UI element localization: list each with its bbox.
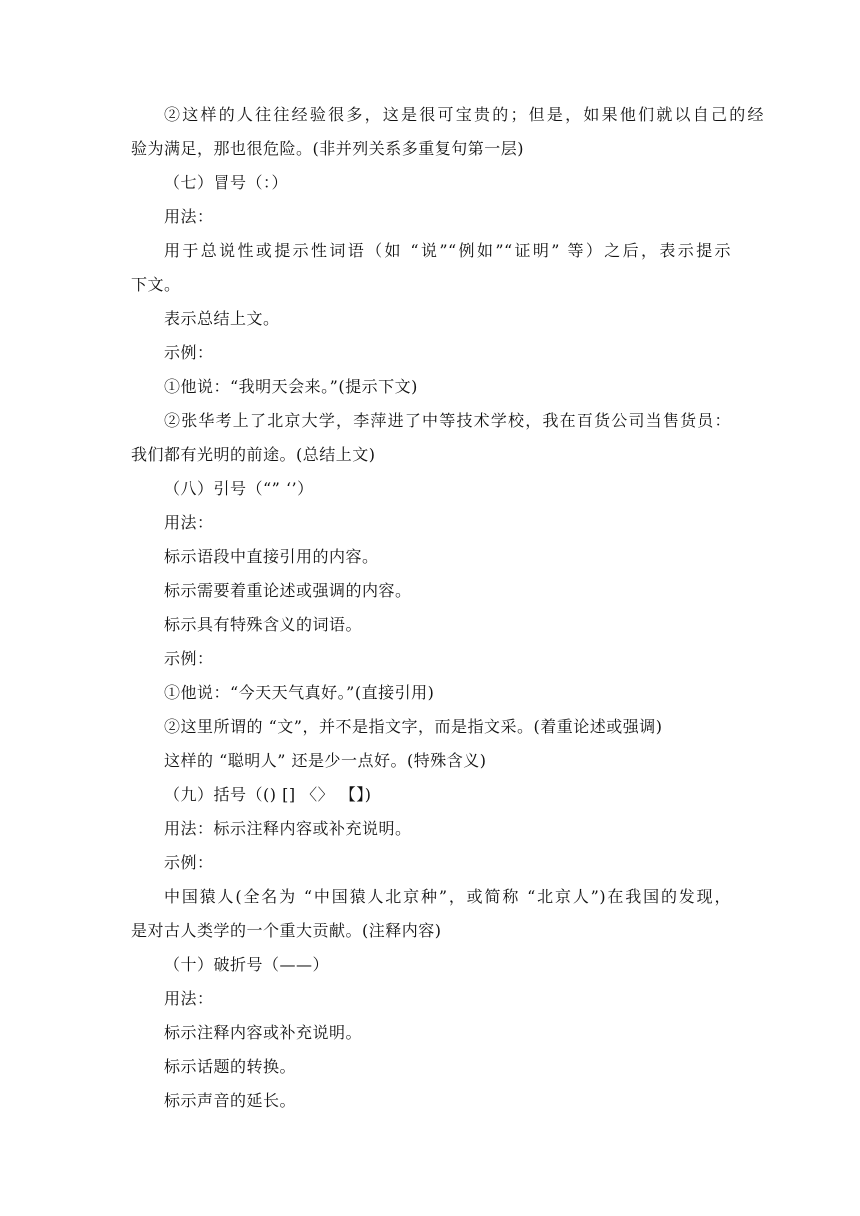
paragraph-line: 标示声音的延长。	[164, 1091, 297, 1110]
example-label: 示例：	[164, 343, 214, 362]
section-heading-colon: （七）冒号（：）	[164, 173, 289, 192]
paragraph-line: 标示语段中直接引用的内容。	[164, 547, 379, 566]
example-line: 是对古人类学的一个重大贡献。(注释内容)	[131, 921, 442, 940]
paragraph-line: 标示具有特殊含义的词语。	[164, 615, 363, 634]
usage-label: 用法：	[164, 989, 214, 1008]
example-line: ②这里所谓的 “文”，并不是指文字，而是指文采。(着重论述或强调)	[164, 717, 663, 736]
paragraph-line: 下文。	[131, 275, 181, 294]
paragraph-line: 验为满足，那也很危险。(非并列关系多重复句第一层)	[131, 139, 524, 158]
paragraph-line: 标示需要着重论述或强调的内容。	[164, 581, 412, 600]
usage-label: 用法：	[164, 207, 214, 226]
paragraph-line: 标示注释内容或补充说明。	[164, 1023, 363, 1042]
section-heading-dash: （十）破折号（——）	[164, 955, 330, 974]
example-line: 这样的 “聪明人” 还是少一点好。(特殊含义)	[164, 751, 487, 770]
example-line: ①他说：“我明天会来。”(提示下文)	[164, 377, 418, 396]
usage-line: 用法：标示注释内容或补充说明。	[164, 819, 412, 838]
paragraph-line: 表示总结上文。	[164, 309, 280, 328]
example-line: ②张华考上了北京大学，李萍进了中等技术学校，我在百货公司当售货员：	[164, 411, 731, 430]
example-line: 中国猿人(全名为 “中国猿人北京种”，或简称 “北京人”)在我国的发现，	[164, 887, 731, 906]
paragraph-line: ②这样的人往往经验很多，这是很可宝贵的；但是，如果他们就以自己的经	[164, 105, 764, 124]
example-label: 示例：	[164, 649, 214, 668]
section-heading-quotes: （八）引号（“” ‘’）	[164, 479, 314, 498]
usage-label: 用法：	[164, 513, 214, 532]
section-heading-brackets: （九）括号（() [] 〈〉 【】)	[164, 785, 372, 804]
paragraph-line: 用于总说性或提示性词语（如 “说”“例如”“证明” 等）之后，表示提示	[164, 241, 731, 260]
example-line: 我们都有光明的前途。(总结上文)	[131, 445, 376, 464]
paragraph-line: 标示话题的转换。	[164, 1057, 297, 1076]
example-label: 示例：	[164, 853, 214, 872]
example-line: ①他说：“今天天气真好。”(直接引用)	[164, 683, 435, 702]
